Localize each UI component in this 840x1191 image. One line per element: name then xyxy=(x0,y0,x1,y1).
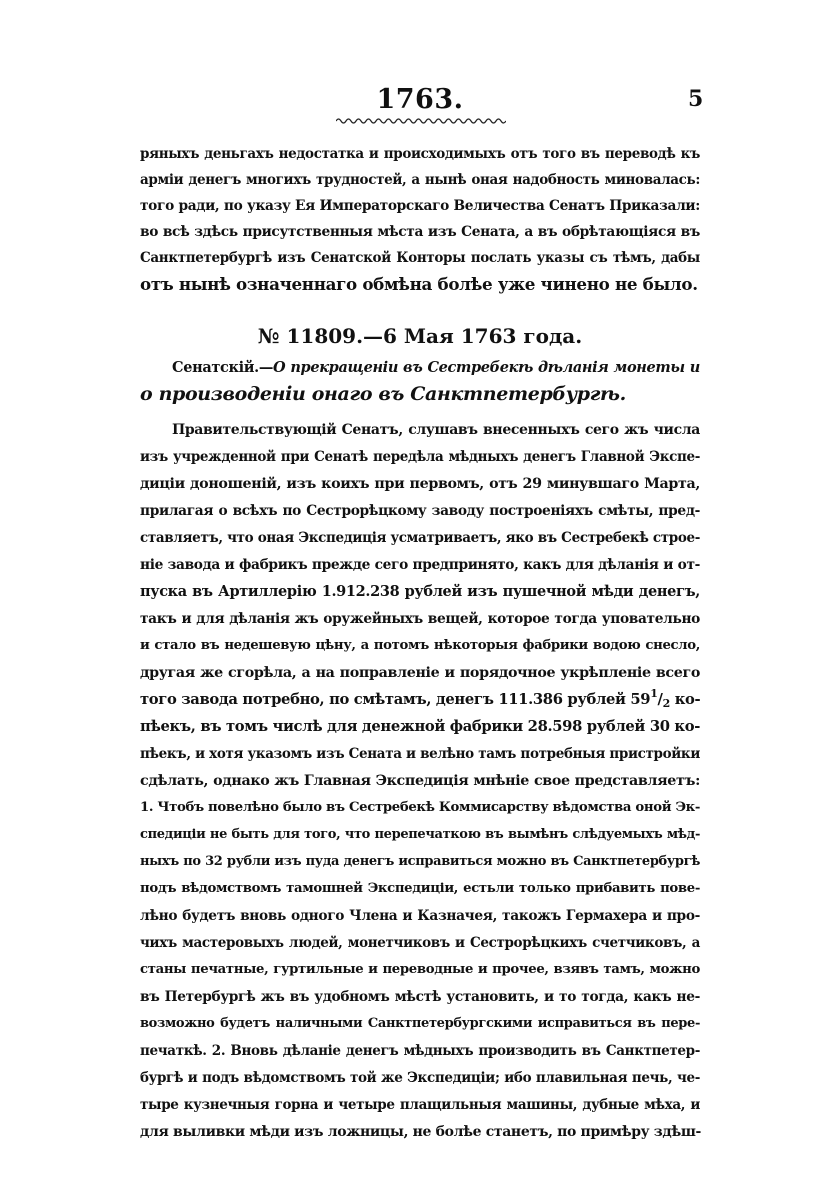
text-line: пѣекъ, и хотя указомъ изъ Сената и велѣно тамъ потребныя пристройки xyxy=(140,746,700,762)
text-line: ряныхъ деньгахъ недостатка и происходимыхъ отъ того въ переводѣ къ xyxy=(140,146,700,162)
document-source: Сенатскій. xyxy=(172,359,259,376)
text-line: во всѣ здѣсь присутственныя мѣста изъ Сената, а въ обрѣтающіяся въ xyxy=(140,224,700,240)
text-line: пуска въ Артиллерію 1.912.238 рублей изъ пушечной мѣди денегъ, xyxy=(140,583,700,600)
text-run: того завода потребно, по смѣтамъ, денегъ 111.386 рублей 59 xyxy=(140,691,651,708)
text-line: ныхъ по 32 рубли изъ пуда денегъ исправиться можно въ Санктпетербургѣ xyxy=(140,854,700,869)
running-head-year: 1763. xyxy=(376,84,464,115)
text-line: отъ нынѣ означеннаго обмѣна болѣе уже чинено не было. xyxy=(140,274,698,294)
text-line: того ради, по указу Ея Императорскаго Величества Сенатъ Приказали: xyxy=(140,198,700,214)
fraction-numerator: 1 xyxy=(650,687,658,700)
text-line: арміи денегъ многихъ трудностей, а нынѣ оная надобность миновалась: xyxy=(140,172,700,188)
text-line: изъ учрежденной при Сенатѣ передѣла мѣдныхъ денегъ Главной Экспе- xyxy=(140,449,700,465)
text-line: пѣекъ, въ томъ числѣ для денежной фабрики 28.598 рублей 30 ко- xyxy=(140,718,700,735)
text-line: тыре кузнечныя горна и четыре плащильныя машины, дубные мѣха, и xyxy=(140,1097,700,1113)
text-line: ставляетъ, что оная Экспедиція усматриваетъ, яко въ Сестребекѣ строе- xyxy=(140,530,700,546)
text-line: чихъ мастеровыхъ людей, монетчиковъ и Сестрорѣцкихъ счетчиковъ, а xyxy=(140,935,700,951)
text-line: и стало въ недешевую цѣну, а потомъ нѣкоторыя фабрики водою снесло, xyxy=(140,638,700,653)
text-line: подъ вѣдомствомъ тамошней Экспедиціи, естьли только прибавить пове- xyxy=(140,881,700,896)
document-summary-line-2: о производеніи онаго въ Санктпетербургѣ. xyxy=(140,383,626,405)
document-summary: О прекращеніи въ Сестребекѣ дѣланія монеты и xyxy=(273,359,700,376)
text-line: бургѣ и подъ вѣдомствомъ той же Экспедиціи; ибо плавильная печь, че- xyxy=(140,1070,700,1086)
text-line: 1. Чтобъ повелѣно было въ Сестребекѣ Коммисарству вѣдомства оной Эк- xyxy=(140,800,701,815)
fraction-denominator: 2 xyxy=(662,697,670,710)
text-line: печаткѣ. 2. Вновь дѣланіе денегъ мѣдныхъ производить въ Санктпетер- xyxy=(140,1043,700,1059)
text-line: лѣно будетъ вновь одного Члена и Казначея, такожъ Гермахера и про- xyxy=(140,908,700,924)
document-summary-line xyxy=(172,355,700,381)
text-line: сдѣлать, однако жъ Главная Экспедиція мнѣніе свое представляетъ: xyxy=(140,773,700,789)
text-line: ніе завода и фабрикъ прежде сего предпринято, какъ для дѣланія и от- xyxy=(140,557,700,573)
text-line: Правительствующій Сенатъ, слушавъ внесенныхъ сего жъ числа xyxy=(172,422,700,438)
text-line: диціи доношеній, изъ коихъ при первомъ, отъ 29 минувшаго Марта, xyxy=(140,476,700,492)
text-line: спедиціи не быть для того, что перепечаткою въ вымѣнъ слѣдуемыхъ мѣд- xyxy=(140,827,700,842)
text-line xyxy=(140,687,700,713)
fraction-slash: / xyxy=(657,691,663,708)
text-line: Санктпетербургѣ изъ Сенатской Конторы послать указы съ тѣмъ, дабы xyxy=(140,250,700,266)
text-line: для выливки мѣди изъ ложницы, не болѣе станетъ, по примѣру здѣш- xyxy=(140,1124,702,1140)
text-line: другая же сгорѣла, а на поправленіе и порядочное укрѣпленіе всего xyxy=(140,665,700,681)
page-number: 5 xyxy=(688,86,704,112)
document-number-heading: № 11809.—6 Мая 1763 года. xyxy=(257,324,583,348)
text-line: въ Петербургѣ жъ въ удобномъ мѣстѣ установить, и то тогда, какъ не- xyxy=(140,989,700,1005)
summary-dash: — xyxy=(258,359,274,376)
text-line: прилагая о всѣхъ по Сестрорѣцкому заводу построеніяхъ смѣты, пред- xyxy=(140,503,700,519)
text-line: возможно будетъ наличными Санктпетербургскими исправиться въ пере- xyxy=(140,1016,700,1031)
text-run: ко- xyxy=(669,691,701,708)
text-line: такъ и для дѣланія жъ оружейныхъ вещей, которое тогда уповательно xyxy=(140,611,700,627)
text-line: станы печатные, гуртильные и переводные и прочее, взявъ тамъ, можно xyxy=(140,962,700,977)
